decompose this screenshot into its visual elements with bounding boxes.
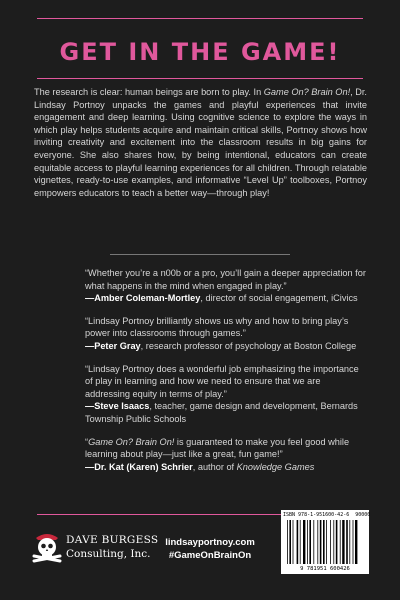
endorsements	[85, 267, 367, 483]
barcode	[281, 510, 369, 574]
barcode-bar	[320, 520, 322, 564]
title-bottom-rule	[37, 78, 363, 79]
barcode-bar	[287, 520, 288, 564]
barcode-bar	[340, 520, 341, 564]
endorsement-quote	[85, 436, 367, 474]
quote-author: —Steve Isaacs	[85, 401, 150, 412]
endorsement-quote	[85, 363, 367, 426]
quote-attribution	[85, 340, 367, 353]
barcode-bar	[349, 520, 350, 564]
barcode-bar	[317, 520, 318, 564]
quote-author: —Peter Gray	[85, 340, 141, 351]
quote-author: —Amber Coleman-Mortley	[85, 293, 201, 304]
quote-attribution	[85, 461, 367, 474]
quote-text-rest: is guaranteed to make you feel good while learning about play—just like a great, fun game!”	[85, 436, 350, 460]
quote-author: —Dr. Kat (Karen) Schrier	[85, 461, 193, 472]
barcode-bar	[309, 520, 311, 564]
barcode-bar	[297, 520, 299, 564]
barcode-bar	[355, 520, 357, 564]
barcode-bar	[342, 520, 344, 564]
quote-text: “Lindsay Portnoy does a wonderful job emphasizing the importance of play in learning and how we need to ensure that we are addressing equity in terms of play.”	[85, 363, 359, 399]
barcode-bar	[326, 520, 327, 564]
barcode-bar	[303, 520, 305, 564]
intro-text-rest: , Dr. Lindsay Portnoy unpacks the games and playful experiences that invite engagement and deep learning. Using cognitive science to explore the ways in which play helps students acquire and maintain critical skills, Portnoy shows how inviting creativity and excitement into the classroom results in big gains for everyone. She also shares how, by being intentional, educators can create equitable access to playful learning experiences for all children. Through relatable vignettes, ready-to-use examples, and informative “Level Up” toolboxes, Portnoy empowers educators to teach a better way—through play!	[34, 87, 367, 198]
quote-open: “	[85, 436, 89, 447]
skull-crossbones-icon	[30, 530, 64, 564]
hashtag: #GameOnBrainOn	[168, 550, 252, 561]
price-code: 90000	[355, 512, 371, 518]
barcode-bar	[323, 520, 325, 564]
endorsement-quote	[85, 267, 367, 305]
quote-attribution	[85, 400, 367, 425]
page-title: GET IN THE GAME!	[59, 38, 341, 66]
intro-text-start: The research is clear: human beings are born to play. In	[34, 87, 264, 97]
barcode-bar	[353, 520, 354, 564]
endorsement-quote	[85, 315, 367, 353]
quote-text	[85, 436, 367, 461]
barcode-bar	[346, 520, 348, 564]
title-top-rule	[37, 18, 363, 19]
barcode-bar	[307, 520, 308, 564]
website-link[interactable]: lindsayportnoy.com	[165, 537, 255, 548]
publisher-name: DAVE BURGESS	[66, 534, 159, 546]
section-divider	[110, 254, 290, 255]
quote-role: , research professor of psychology at Boston College	[140, 340, 357, 351]
barcode-bar	[336, 520, 338, 564]
quote-text: “Lindsay Portnoy brilliantly shows us why and how to bring play’s power into classrooms through games.”	[85, 315, 349, 339]
quote-attribution	[85, 292, 367, 305]
barcode-bar	[313, 520, 314, 564]
quote-role: , teacher, game design and development, Bernards Township Public Schools	[85, 401, 358, 424]
publisher-subname: Consulting, Inc.	[66, 548, 151, 560]
publisher-logo	[30, 528, 159, 568]
isbn-line	[283, 512, 371, 518]
quote-text: “Whether you’re a n00b or a pro, you’ll gain a deeper appreciation for what happens in the mind when engaged in play.”	[85, 268, 366, 291]
quote-role: , director of social engagement, iCivics	[200, 293, 358, 304]
quote-role-title: Knowledge Games	[236, 461, 315, 472]
quote-role: , author of	[192, 461, 237, 472]
barcode-bar	[293, 520, 294, 564]
barcode-bars	[285, 520, 365, 565]
isbn-number: ISBN 978-1-951600-42-6	[283, 512, 350, 518]
intro-paragraph	[34, 86, 367, 199]
barcode-bar	[330, 520, 331, 564]
barcode-bar	[300, 520, 301, 564]
web-links	[150, 536, 270, 562]
intro-book-title: Game On? Brain On!	[263, 87, 351, 97]
barcode-number: 9 781951 600426	[300, 566, 350, 572]
barcode-bar	[289, 520, 291, 564]
barcode-bar	[333, 520, 334, 564]
quote-book-title: Game On? Brain On!	[88, 436, 175, 447]
